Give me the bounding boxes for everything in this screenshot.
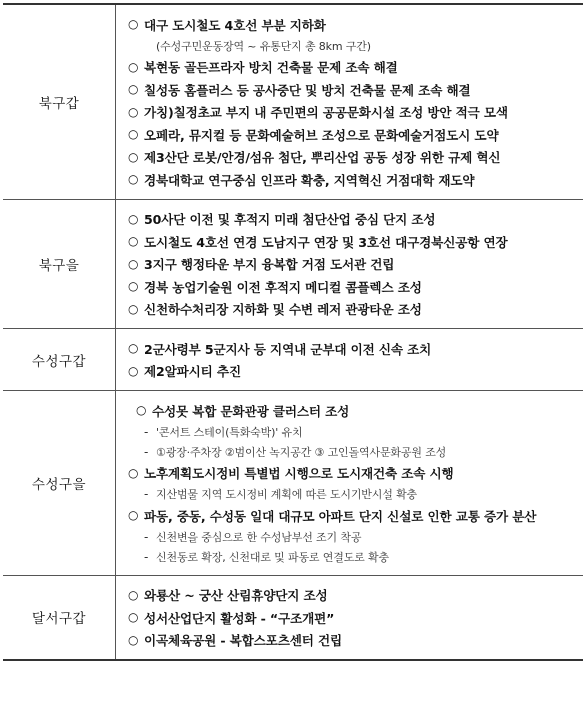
pledge-item <box>116 101 583 124</box>
circle-bullet-icon: ○ <box>128 59 139 74</box>
pledge-text: 수성못 복합 문화관광 클러스터 조성 <box>152 403 350 419</box>
pledge-text: 가칭)칠정초교 부지 내 주민편의 공공문화시설 조성 방안 적극 모색 <box>144 105 508 121</box>
circle-bullet-icon: ○ <box>128 301 139 316</box>
pledge-text: 오페라, 뮤지컬 등 문화예술허브 조성으로 문화예술거점도시 도약 <box>144 127 499 143</box>
pledge-text: 칠성동 홈플러스 등 공사중단 및 방치 건축물 문제 조속 해결 <box>144 82 471 98</box>
circle-bullet-icon: ○ <box>128 465 139 480</box>
pledge-sub-item <box>116 547 583 567</box>
district-row <box>3 199 583 329</box>
pledge-item <box>116 629 583 652</box>
pledge-table-body <box>3 4 583 660</box>
pledge-item <box>116 275 583 298</box>
circle-bullet-icon: ○ <box>128 82 139 97</box>
pledge-sub-item <box>116 484 583 504</box>
pledge-text: (수성구민운동장역 ~ 유통단지 총 8km 구간) <box>156 39 371 53</box>
pledge-item <box>116 360 583 383</box>
circle-bullet-icon: ○ <box>128 279 139 294</box>
pledge-item <box>116 584 583 607</box>
pledge-sub-item <box>116 527 583 547</box>
pledge-item <box>116 123 583 146</box>
pledge-item <box>116 462 583 485</box>
pledge-item <box>116 253 583 276</box>
pledge-item <box>116 56 583 79</box>
district-name: 수성구을 <box>3 391 116 576</box>
pledge-text: 3지구 행정타운 부지 융복합 거점 도서관 건립 <box>144 257 395 273</box>
circle-bullet-icon: ○ <box>128 587 139 602</box>
dash-bullet-icon: - <box>144 444 149 459</box>
pledge-item <box>116 230 583 253</box>
circle-bullet-icon: ○ <box>128 632 139 647</box>
circle-bullet-icon: ○ <box>128 172 139 187</box>
pledge-text: 도시철도 4호선 연경 도남지구 연장 및 3호선 대구경북신공항 연장 <box>144 234 508 250</box>
district-row <box>3 4 583 199</box>
pledge-sub-item <box>116 36 583 56</box>
pledge-text: 신천동로 확장, 신천대로 및 파동로 연결도로 확충 <box>156 550 389 564</box>
pledge-text: 성서산업단지 활성화 - “구조개편” <box>144 610 335 626</box>
dash-bullet-icon: - <box>144 487 149 501</box>
pledge-text: 경북 농업기술원 이전 후적지 메디컬 콤플렉스 조성 <box>144 279 422 295</box>
pledge-text: '콘서트 스테이(특화숙박)' 유치 <box>156 425 303 439</box>
pledge-list <box>116 4 584 199</box>
circle-bullet-icon: ○ <box>128 104 139 119</box>
circle-bullet-icon: ○ <box>128 17 139 32</box>
pledge-sub-item <box>116 442 583 462</box>
circle-bullet-icon: ○ <box>128 610 139 625</box>
circle-bullet-icon: ○ <box>128 211 139 226</box>
pledge-text: 복현동 골든프라자 방치 건축물 문제 조속 해결 <box>144 60 398 76</box>
pledge-text: 대구 도시철도 4호선 부분 지하화 <box>144 17 326 33</box>
circle-bullet-icon: ○ <box>128 363 139 378</box>
pledge-text: 지산범물 지역 도시정비 계획에 따른 도시기반시설 확충 <box>156 488 418 501</box>
circle-bullet-icon: ○ <box>128 341 139 356</box>
pledge-text: 2군사령부 5군지사 등 지역내 군부대 이전 신속 조치 <box>144 341 432 357</box>
pledge-text: 50사단 이전 및 후적지 미래 첨단산업 중심 단지 조성 <box>144 212 436 228</box>
pledge-item <box>116 208 583 231</box>
pledge-text: 신천하수처리장 지하화 및 수변 레저 관광타운 조성 <box>144 302 422 318</box>
dash-bullet-icon: - <box>144 424 149 439</box>
pledge-text: 제2알파시티 추진 <box>144 364 241 380</box>
pledge-item <box>116 146 583 169</box>
pledge-text: 노후계획도시정비 특별법 시행으로 도시재건축 조속 시행 <box>144 466 454 482</box>
pledge-text: 경북대학교 연구중심 인프라 확충, 지역혁신 거점대학 재도약 <box>144 172 475 188</box>
district-name: 수성구갑 <box>3 329 116 391</box>
district-name: 달서구갑 <box>3 575 116 660</box>
district-row <box>3 391 583 576</box>
pledge-text: ①광장·주차장 ②범이산 녹지공간 ③ 고인돌역사문화공원 조성 <box>156 445 447 459</box>
dash-bullet-icon: - <box>144 549 149 564</box>
pledge-item <box>116 399 583 422</box>
pledge-table <box>3 3 583 661</box>
pledge-sub-item <box>116 422 583 442</box>
district-name: 북구갑 <box>3 4 116 199</box>
pledge-item <box>116 504 583 527</box>
circle-bullet-icon: ○ <box>128 234 139 249</box>
pledge-text: 파동, 중동, 수성동 일대 대규모 아파트 단지 신설로 인한 교통 증가 분산 <box>144 508 537 524</box>
dash-bullet-icon: - <box>144 529 149 544</box>
pledge-item <box>116 337 583 360</box>
pledge-item <box>116 168 583 191</box>
district-row <box>3 329 583 391</box>
pledge-text: 이곡체육공원 - 복합스포츠센터 건립 <box>144 633 343 649</box>
circle-bullet-icon: ○ <box>136 403 147 418</box>
pledge-text: 와룡산 ~ 궁산 산림휴양단지 조성 <box>144 588 328 604</box>
pledge-list <box>116 391 584 576</box>
pledge-list <box>116 329 584 391</box>
pledge-list <box>116 199 584 329</box>
circle-bullet-icon: ○ <box>128 127 139 142</box>
pledge-text: 제3산단 로봇/안경/섬유 첨단, 뿌리산업 공동 성장 위한 규제 혁신 <box>144 150 501 166</box>
circle-bullet-icon: ○ <box>128 149 139 164</box>
pledge-list <box>116 575 584 660</box>
circle-bullet-icon: ○ <box>128 256 139 271</box>
district-name: 북구을 <box>3 199 116 329</box>
circle-bullet-icon: ○ <box>128 508 139 523</box>
pledge-item <box>116 13 583 36</box>
pledge-item <box>116 606 583 629</box>
pledge-item <box>116 78 583 101</box>
district-row <box>3 575 583 660</box>
pledge-item <box>116 298 583 321</box>
pledge-text: 신천변을 중심으로 한 수성남부선 조기 착공 <box>156 530 362 544</box>
